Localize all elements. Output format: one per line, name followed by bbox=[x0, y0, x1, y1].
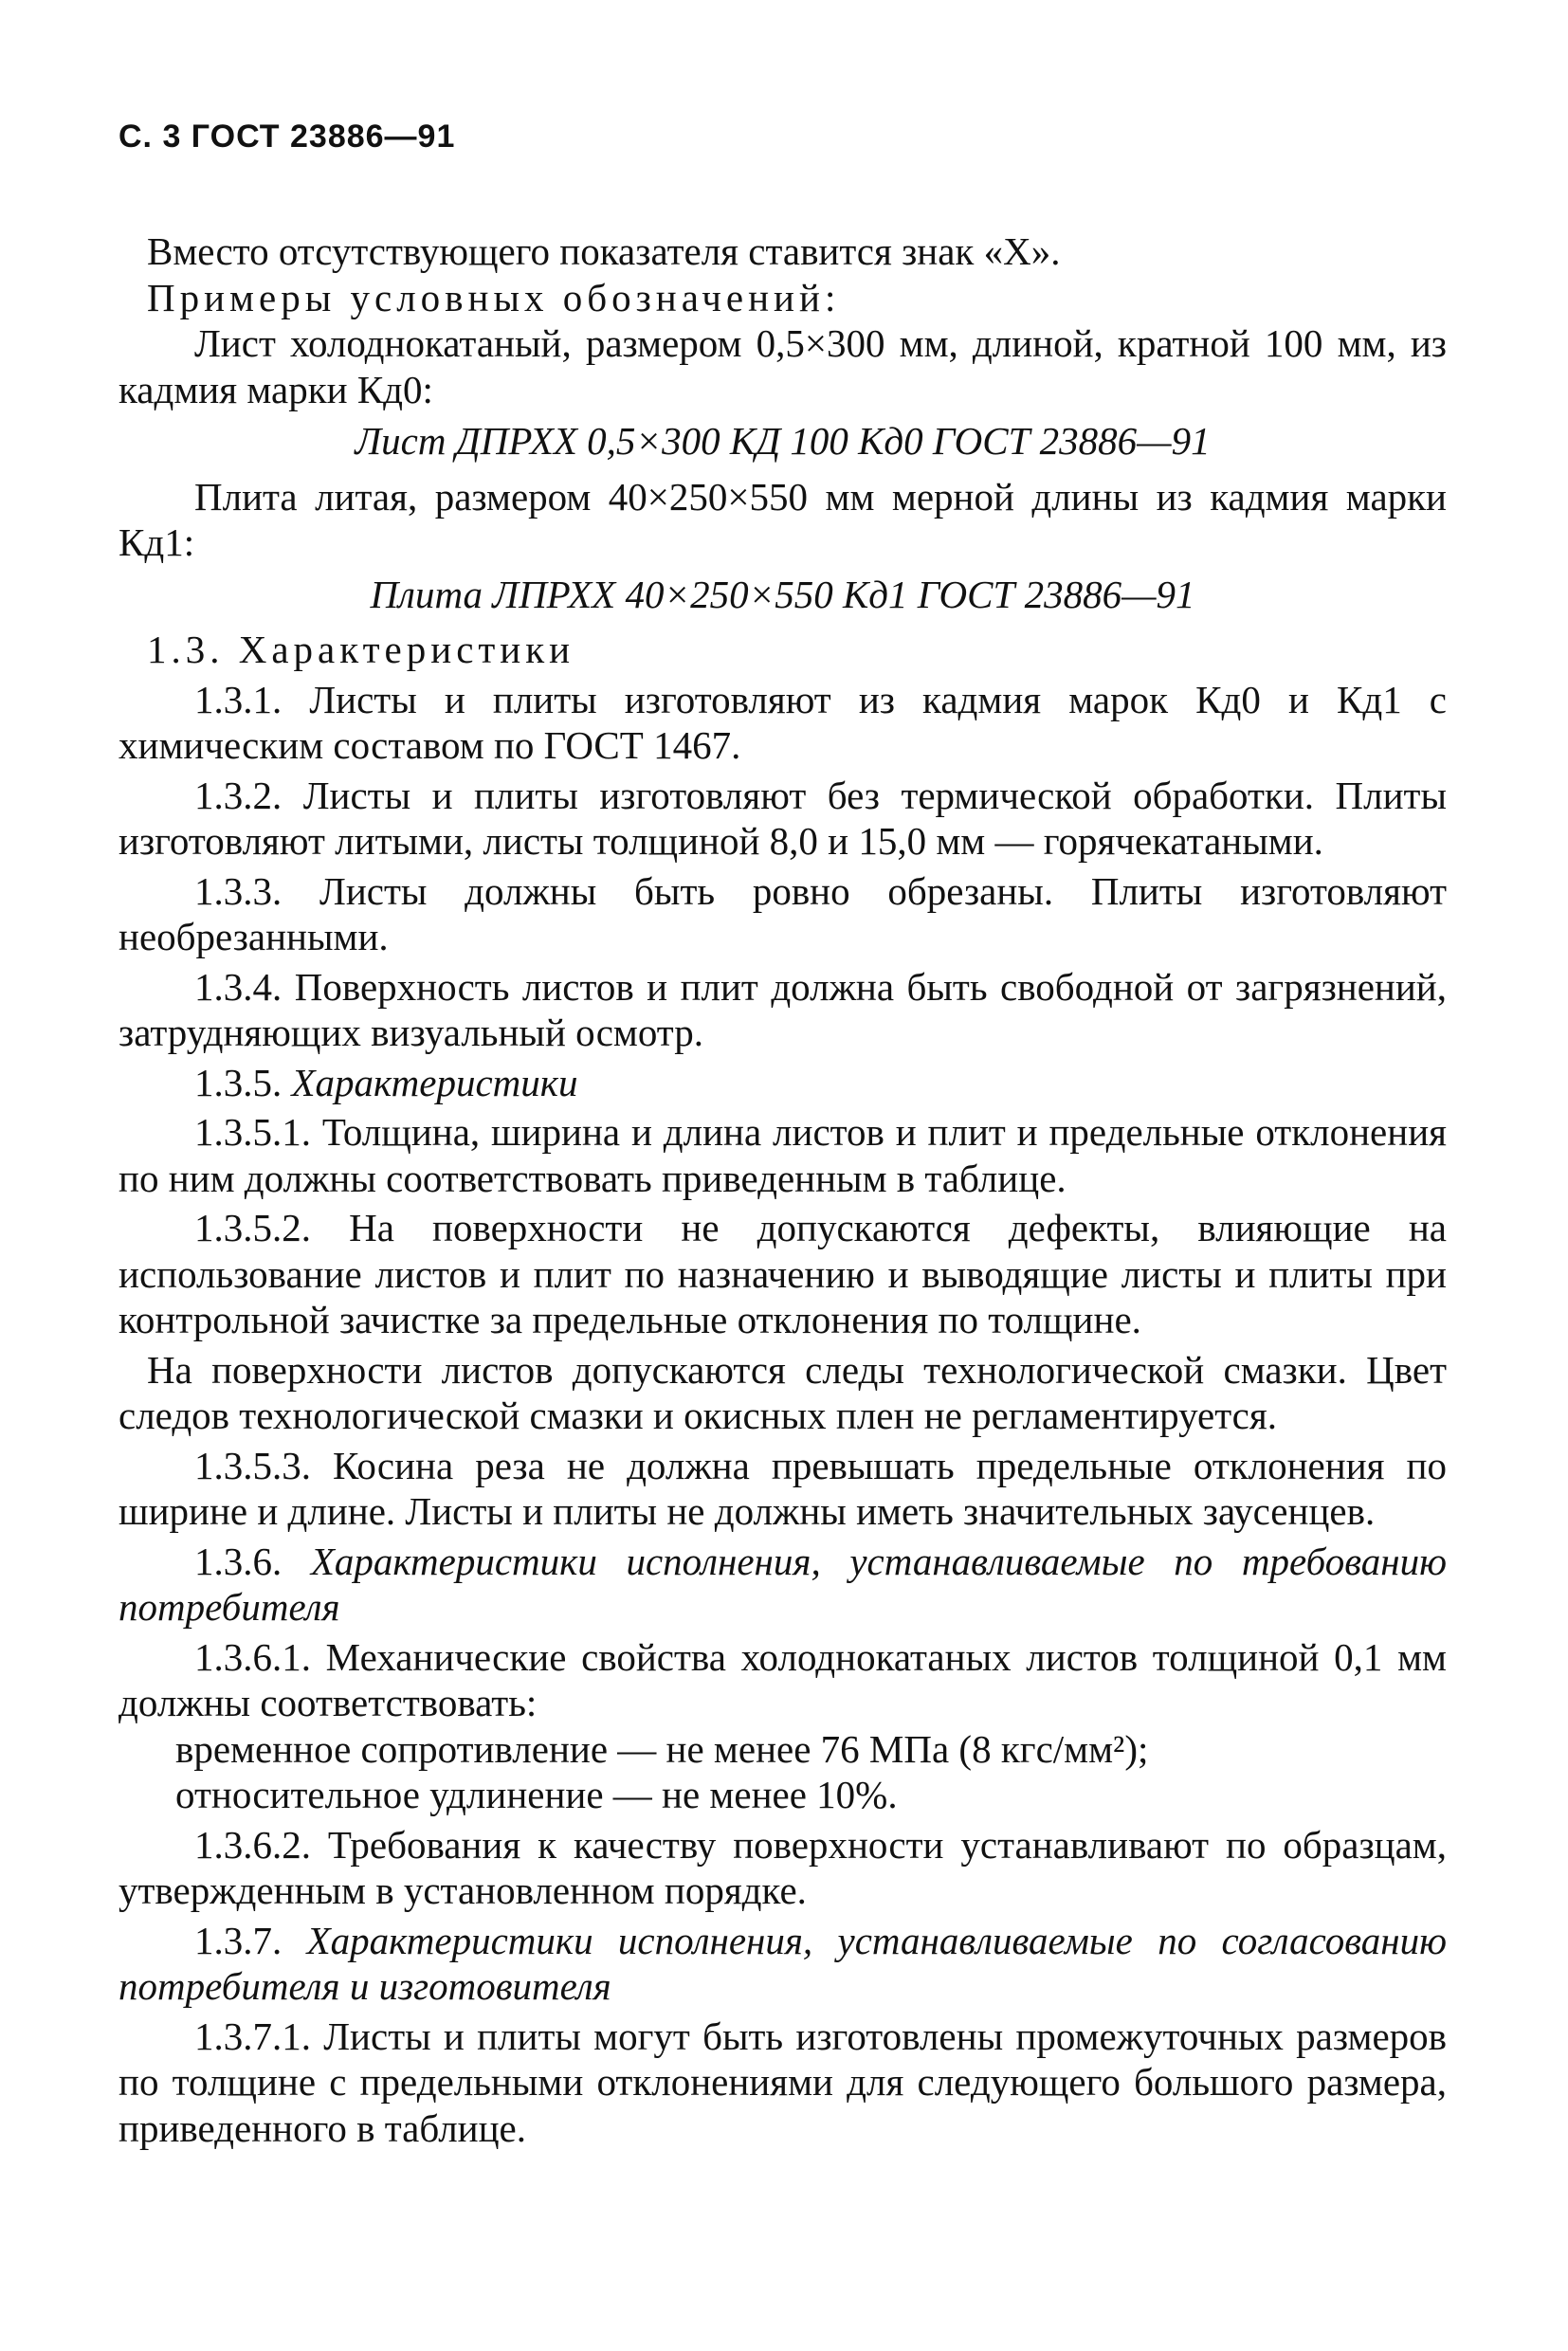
clause-1-3-5 bbox=[119, 1060, 1447, 1106]
paragraph-plate-example: Плита литая, размером 40×250×550 мм мерной длины из кадмия марки Кд1: bbox=[119, 474, 1447, 564]
clause-title: Характеристики bbox=[291, 1060, 578, 1104]
designation-sheet: Лист ДПРХХ 0,5×300 КД 100 Кд0 ГОСТ 23886—91 bbox=[355, 419, 1211, 463]
heading-examples: Примеры условных обозначений: bbox=[147, 275, 841, 319]
page-header: С. 3 ГОСТ 23886—91 bbox=[119, 118, 456, 155]
document-body bbox=[119, 228, 1447, 2151]
requirement-elongation: относительное удлинение — не менее 10%. bbox=[175, 1773, 898, 1816]
paragraph-lubricant-traces: На поверхности листов допускаются следы технологической смазки. Цвет следов технологической смазки и окисных плен не регламентируется. bbox=[119, 1347, 1447, 1437]
clause-1-3-2: 1.3.2. Листы и плиты изготовляют без термической обработки. Плиты изготовляют литыми, листы толщиной 8,0 и 15,0 мм — горячекатаными. bbox=[119, 773, 1447, 863]
clause-title: Характеристики исполнения, устанавливаемые по требованию потребителя bbox=[119, 1539, 1448, 1629]
clause-1-3-1: 1.3.1. Листы и плиты изготовляют из кадмия марок Кд0 и Кд1 с химическим составом по ГОСТ 1467. bbox=[119, 677, 1447, 767]
clause-1-3-3: 1.3.3. Листы должны быть ровно обрезаны. Плиты изготовляют необрезанными. bbox=[119, 868, 1447, 958]
paragraph-sheet-example: Лист холоднокатаный, размером 0,5×300 мм, длиной, кратной 100 мм, из кадмия марки Кд0: bbox=[119, 321, 1447, 411]
clause-1-3-7 bbox=[119, 1918, 1447, 2010]
requirement-tensile-strength: временное сопротивление — не менее 76 МПа (8 кгс/мм²); bbox=[175, 1726, 1149, 1771]
clause-1-3-4: 1.3.4. Поверхность листов и плит должна быть свободной от загрязнений, затрудняющих визуальный осмотр. bbox=[119, 964, 1447, 1054]
designation-plate: Плита ЛПРХХ 40×250×550 Кд1 ГОСТ 23886—91 bbox=[370, 572, 1195, 616]
clause-number: 1.3.7. bbox=[194, 1918, 307, 1962]
clause-number: 1.3.6. bbox=[194, 1539, 311, 1583]
clause-1-3-7-1: 1.3.7.1. Листы и плиты могут быть изготовлены промежуточных размеров по толщине с предельными отклонениями для следующего большого размера, приведенного в таблице. bbox=[119, 2014, 1447, 2150]
clause-1-3-5-1: 1.3.5.1. Толщина, ширина и длина листов и плит и предельные отклонения по ним должны соответствовать приведенным в таблице. bbox=[119, 1110, 1447, 1200]
section-heading-1-3: 1.3. Характеристики bbox=[147, 628, 575, 671]
clause-1-3-5-3: 1.3.5.3. Косина реза не должна превышать предельные отклонения по ширине и длине. Листы и плиты не должны иметь значительных заусенцев. bbox=[119, 1443, 1447, 1533]
paragraph-missing-indicator: Вместо отсутствующего показателя ставится знак «Х». bbox=[147, 229, 1061, 273]
clause-title: Характеристики исполнения, устанавливаемые по согласованию потребителя и изготовителя bbox=[119, 1918, 1448, 2008]
clause-1-3-6-2: 1.3.6.2. Требования к качеству поверхности устанавливают по образцам, утвержденным в установленном порядке. bbox=[119, 1822, 1447, 1912]
clause-1-3-6 bbox=[119, 1539, 1447, 1631]
clause-number: 1.3.5. bbox=[194, 1060, 292, 1104]
clause-1-3-5-2: 1.3.5.2. На поверхности не допускаются дефекты, влияющие на использование листов и плит по назначению и выводящие листы и плиты при контрольной зачистке за предельные отклонения по толщине. bbox=[119, 1206, 1447, 1341]
clause-1-3-6-1: 1.3.6.1. Механические свойства холоднокатаных листов толщиной 0,1 мм должны соответствовать: bbox=[119, 1634, 1447, 1724]
